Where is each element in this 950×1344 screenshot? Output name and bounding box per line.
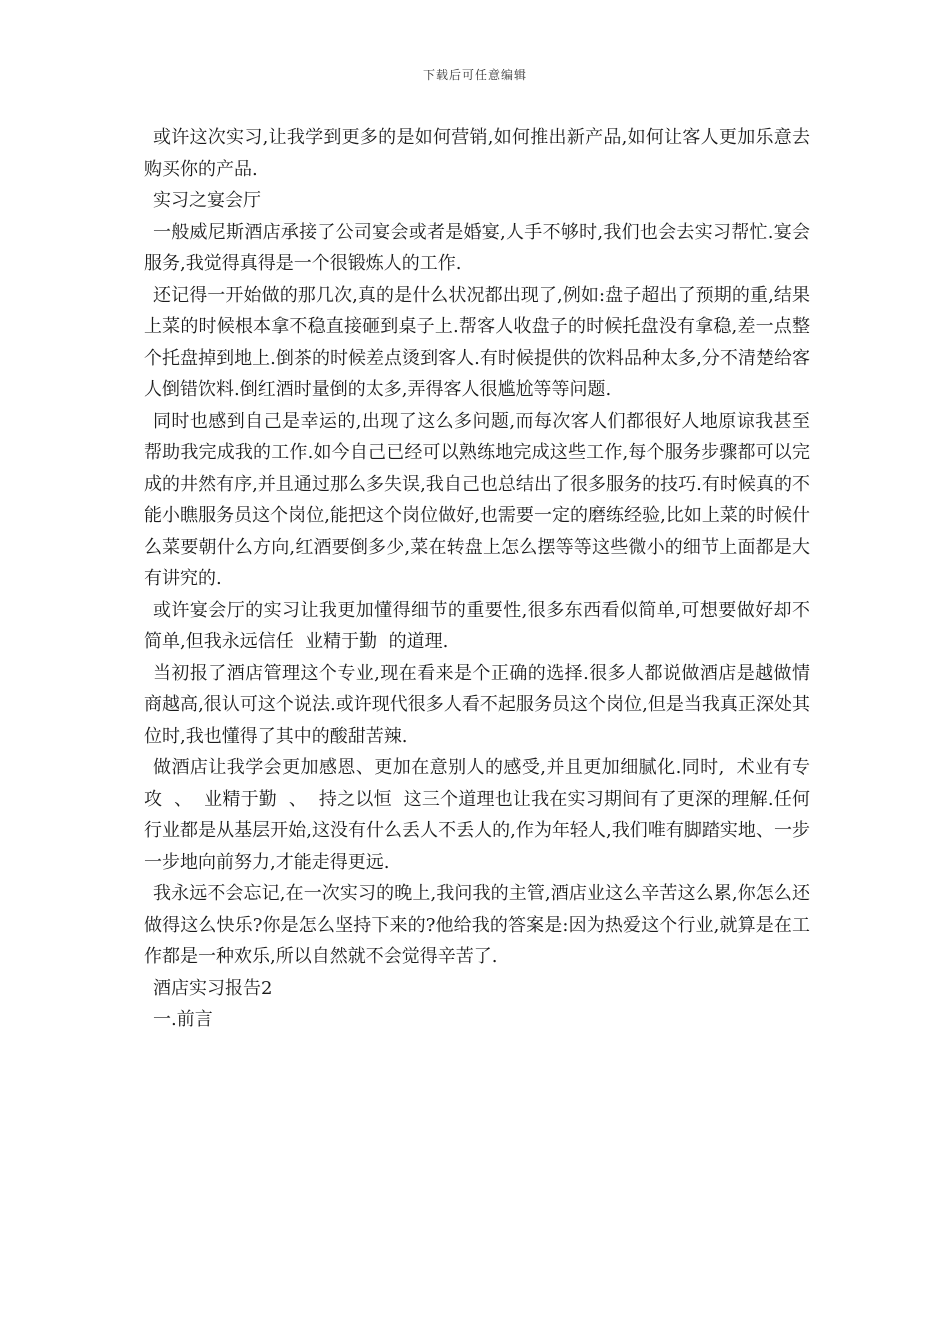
paragraph-major-choice: 当初报了酒店管理这个专业,现在看来是个正确的选择.很多人都说做酒店是越做情商越高,很认可这个说法.或许现代很多人看不起服务员这个岗位,但是当我真正深处其位时,我也懂得了其中的酸甜苦辣. xyxy=(144,662,810,747)
section-heading-banquet-hall: 实习之宴会厅 xyxy=(153,190,261,211)
paragraph-supervisor: 我永远不会忘记,在一次实习的晚上,我问我的主管,酒店业这么辛苦这么累,你怎么还做得这么快乐?你是怎么坚持下来的?他给我的答案是:因为热爱这个行业,就算是在工作都是一种欢乐,所以自然就不会觉得辛苦了. xyxy=(144,883,810,967)
paragraph-banquet-intro: 一般威尼斯酒店承接了公司宴会或者是婚宴,人手不够时,我们也会去实习帮忙.宴会服务,我觉得真得是一个很锻炼人的工作. xyxy=(144,221,810,274)
document-body xyxy=(144,122,810,1036)
paragraph-details: 或许宴会厅的实习让我更加懂得细节的重要性,很多东西看似简单,可想要做好却不简单,但我永远信任 业精于勤 的道理. xyxy=(144,599,810,652)
paragraph-gratitude: 做酒店让我学会更加感恩、更加在意别人的感受,并且更加细腻化.同时, 术业有专攻 、 业精于勤 、 持之以恒 这三个道理也让我在实习期间有了更深的理解.任何行业都是从基层开始,这没有什么丢人不丢人的,作为年轻人,我们唯有脚踏实地、一步一步地向前努力,才能走得更远. xyxy=(144,757,810,873)
section-heading-report-2: 酒店实习报告2 xyxy=(153,977,273,999)
section-heading-preface: 一.前言 xyxy=(153,1009,213,1030)
paragraph-lucky: 同时也感到自己是幸运的,出现了这么多问题,而每次客人们都很好人地原谅我甚至帮助我完成我的工作.如今自己已经可以熟练地完成这些工作,每个服务步骤都可以完成的井然有序,并且通过那么多失误,我自己也总结出了很多服务的技巧.有时候真的不能小瞧服务员这个岗位,能把这个岗位做好,也需要一定的磨练经验,比如上菜的时候什么菜要朝什么方向,红酒要倒多少,菜在转盘上怎么摆等等这些微小的细节上面都是大有讲究的. xyxy=(144,410,810,589)
page-header: 下载后可任意编辑 xyxy=(422,68,527,82)
paragraph-early-mistakes: 还记得一开始做的那几次,真的是什么状况都出现了,例如:盘子超出了预期的重,结果上菜的时候根本拿不稳直接砸到桌子上.帮客人收盘子的时候托盘没有拿稳,差一点整个托盘掉到地上.倒茶的时候差点烫到客人.有时候提供的饮料品种太多,分不清楚给客人倒错饮料.倒红酒时量倒的太多,弄得客人很尴尬等等问题. xyxy=(144,284,810,400)
paragraph-marketing: 或许这次实习,让我学到更多的是如何营销,如何推出新产品,如何让客人更加乐意去购买你的产品. xyxy=(144,127,810,180)
